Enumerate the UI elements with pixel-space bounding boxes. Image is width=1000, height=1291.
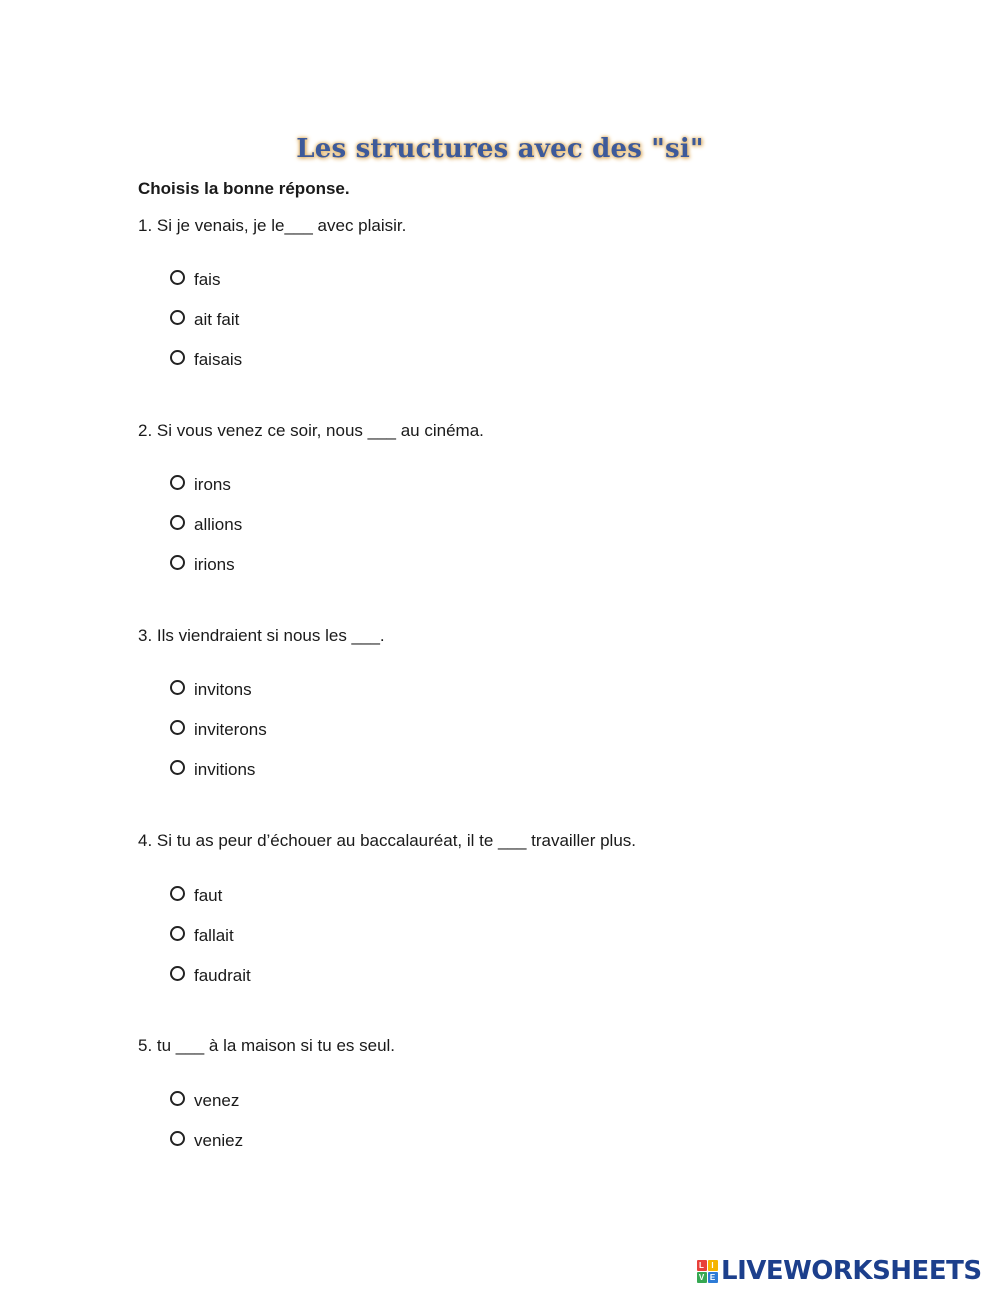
radio-button[interactable] <box>170 680 185 695</box>
option-label: invitons <box>194 680 252 699</box>
logo-wordmark: LIVEWORKSHEETS <box>721 1256 982 1286</box>
q4-option-2[interactable] <box>170 924 234 948</box>
q4-option-3[interactable] <box>170 964 251 988</box>
option-label: ait fait <box>194 310 240 329</box>
option-label: veniez <box>194 1131 244 1150</box>
radio-button[interactable] <box>170 720 185 735</box>
option-label: invitions <box>194 760 256 779</box>
q3-option-3[interactable] <box>170 758 255 782</box>
q5-option-1[interactable] <box>170 1089 239 1113</box>
question-2: 2. Si vous venez ce soir, nous ___ au cinéma. <box>138 421 484 440</box>
q2-option-2[interactable] <box>170 513 242 537</box>
option-label: venez <box>194 1091 240 1110</box>
option-label: faisais <box>194 350 243 369</box>
radio-button[interactable] <box>170 886 185 901</box>
radio-button[interactable] <box>170 966 185 981</box>
logo-mark-icon <box>696 1259 718 1283</box>
radio-button[interactable] <box>170 1131 185 1146</box>
q2-option-3[interactable] <box>170 553 235 577</box>
q3-option-2[interactable] <box>170 718 267 742</box>
option-label: irons <box>194 475 231 494</box>
liveworksheets-logo[interactable] <box>696 1256 982 1286</box>
radio-button[interactable] <box>170 515 185 530</box>
logo-letter: V <box>697 1272 707 1283</box>
radio-button[interactable] <box>170 310 185 325</box>
question-3: 3. Ils viendraient si nous les ___. <box>138 626 385 645</box>
worksheet-title: Les structures avec des "si" <box>296 134 704 164</box>
option-label: faudrait <box>194 966 251 985</box>
logo-letter: L <box>697 1260 707 1271</box>
option-label: inviterons <box>194 720 267 739</box>
instruction-text: Choisis la bonne réponse. <box>138 179 350 198</box>
q4-option-1[interactable] <box>170 884 222 908</box>
q2-option-1[interactable] <box>170 473 231 497</box>
question-5: 5. tu ___ à la maison si tu es seul. <box>138 1036 396 1055</box>
option-label: fallait <box>194 926 234 945</box>
logo-letter: E <box>708 1272 718 1283</box>
radio-button[interactable] <box>170 475 185 490</box>
option-label: allions <box>194 515 243 534</box>
q1-option-1[interactable] <box>170 268 220 292</box>
radio-button[interactable] <box>170 926 185 941</box>
radio-button[interactable] <box>170 350 185 365</box>
radio-button[interactable] <box>170 1091 185 1106</box>
q3-option-1[interactable] <box>170 678 252 702</box>
radio-button[interactable] <box>170 555 185 570</box>
radio-button[interactable] <box>170 760 185 775</box>
q1-option-2[interactable] <box>170 308 239 332</box>
question-4: 4. Si tu as peur d’échouer au baccalauréat, il te ___ travailler plus. <box>138 831 637 850</box>
option-label: irions <box>194 555 235 574</box>
radio-button[interactable] <box>170 270 185 285</box>
option-label: fais <box>194 270 221 289</box>
logo-letter: I <box>708 1260 718 1271</box>
q5-option-2[interactable] <box>170 1129 243 1153</box>
option-label: faut <box>194 886 223 905</box>
q1-option-3[interactable] <box>170 348 242 372</box>
question-1: 1. Si je venais, je le___ avec plaisir. <box>138 216 407 235</box>
